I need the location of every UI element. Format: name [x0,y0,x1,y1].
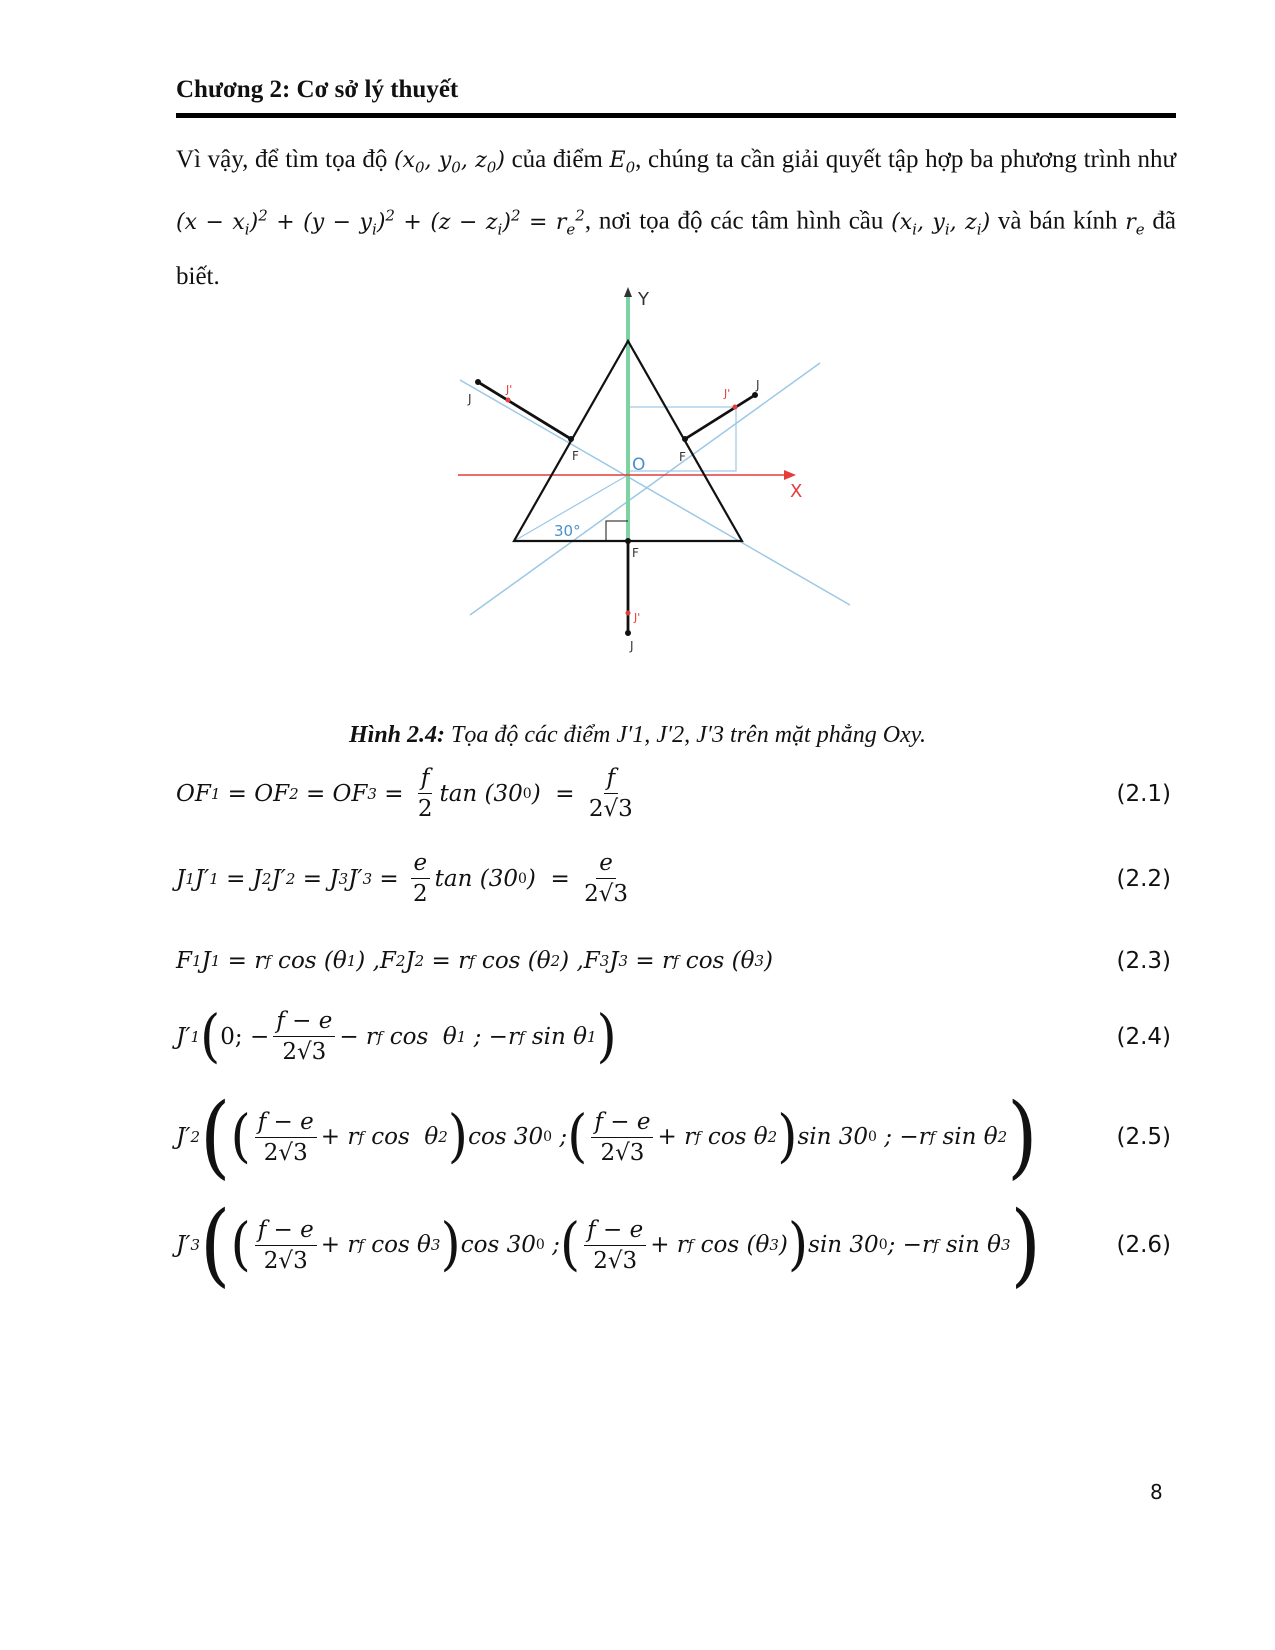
equation-number: (2.3) [1116,948,1171,974]
label-j2-prime: J' [724,387,731,400]
page-number: 8 [1150,1480,1163,1504]
y-axis-label: Y [638,289,649,310]
para-text-5: và bán kính [990,207,1126,235]
label-f1: F [632,546,639,560]
equation-number: (2.2) [1116,865,1171,892]
label-j1-prime: J' [634,611,641,624]
para-text-6: đã biết. [176,207,1177,291]
angle-label: 30° [554,522,581,540]
body-paragraph: Vì vậy, để tìm tọa độ ($x_0$, $y_0$, $z_0$) của điểm $E_0$, chúng ta cần giải quyết tập hợp ba phương trình như $(x - x_i)^2 + (y - y_i)^2 + (z - z_i)^2 = r_e^2$, nơi tọa độ các tâm hình cầu ($x_i$, $y_i$, $z_i$) và bán kính $r_e$ đã biết. [176,146,1177,291]
y-axis-arrow [624,287,632,297]
joint-j [752,392,758,398]
caption-text: Tọa độ các điểm J′1, J′2, J′3 trên mặt phẳng Oxy. [445,722,926,748]
label-f2: F [679,450,686,464]
equation-2-5: J′ 2 ( ( $\frac{f - e}{2√3}$ + r f cos θ 2 ) cos 30 0 ; ( $\frac{f - e}{2√3}$ + r f cos θ 2 ) sin 30 0 ; −r f sin θ 2 ) (2.5) [176,1085,1171,1189]
equation-2-4: J′ 1 ( 0; − $\frac{f - e}{2√3}$ − r f cos θ 1 ; −r f sin θ 1 ) (2.4) [176,1003,1171,1070]
equation-2-1: OF 1 = OF 2 = OF 3 = $\frac{f}{2}$ tan (30 0 ) = $\frac{f}{2√3}$ (2.1) [176,765,1171,822]
equation-number: (2.6) [1116,1232,1171,1258]
label-j2: J [756,378,760,392]
label-j1: J [630,639,634,653]
figure-caption [0,722,1275,749]
guide-line-right [470,363,820,615]
para-text-3: , chúng ta cần giải quyết tập hợp ba phương trình như [635,146,1176,173]
arm-left [478,382,571,439]
joint-j-prime [506,398,511,403]
equation-2-3: F 1 J 1 = r f cos (θ 1 ) ,F 2 J 2 = r f cos (θ 2 ) ,F 3 J 3 = r f cos (θ 3 ) (2.3) [176,948,1171,974]
joint-j [625,630,631,636]
label-j3-prime: J' [506,383,513,396]
equation-2-2: J 1 J′ 1 = J 2 J′ 2 = J 3 J′ 3 = $\frac{e}{2}$ tan (30 0 ) = $\frac{e}{2√3}$ (2.2) [176,850,1171,907]
coordinate-figure [470,285,870,695]
x-axis-label: X [790,481,803,502]
joint-f [682,436,688,442]
caption-label: Hình 2.4: [348,722,446,748]
para-text-1: Vì vậy, để tìm tọa độ [176,146,394,173]
joint-f [568,436,574,442]
joint-f [625,538,631,544]
right-angle-mark [606,521,628,541]
joint-j-prime [733,405,738,410]
label-f3: F [572,449,579,463]
joint-j-prime [626,611,631,616]
header-rule [176,113,1176,118]
equation-number: (2.1) [1116,780,1171,807]
joint-j [475,379,481,385]
label-j3: J [468,392,472,406]
equation-number: (2.4) [1116,1023,1171,1050]
para-text-4: , nơi tọa độ các tâm hình cầu [584,207,892,235]
equation-2-6: J′ 3 ( ( $\frac{f - e}{2√3}$ + r f cos θ 3 ) cos 30 0 ; ( $\frac{f - e}{2√3}$ + r f cos (θ 3 ) ) sin 30 0 ; −r f sin θ 3 ) (2.6) [176,1193,1171,1297]
para-text-2: của điểm [504,146,610,173]
x-axis-arrow [784,470,796,480]
equation-number: (2.5) [1116,1124,1171,1150]
origin-label: O [632,455,646,475]
chapter-title: Chương 2: Cơ sở lý thuyết [176,76,459,103]
